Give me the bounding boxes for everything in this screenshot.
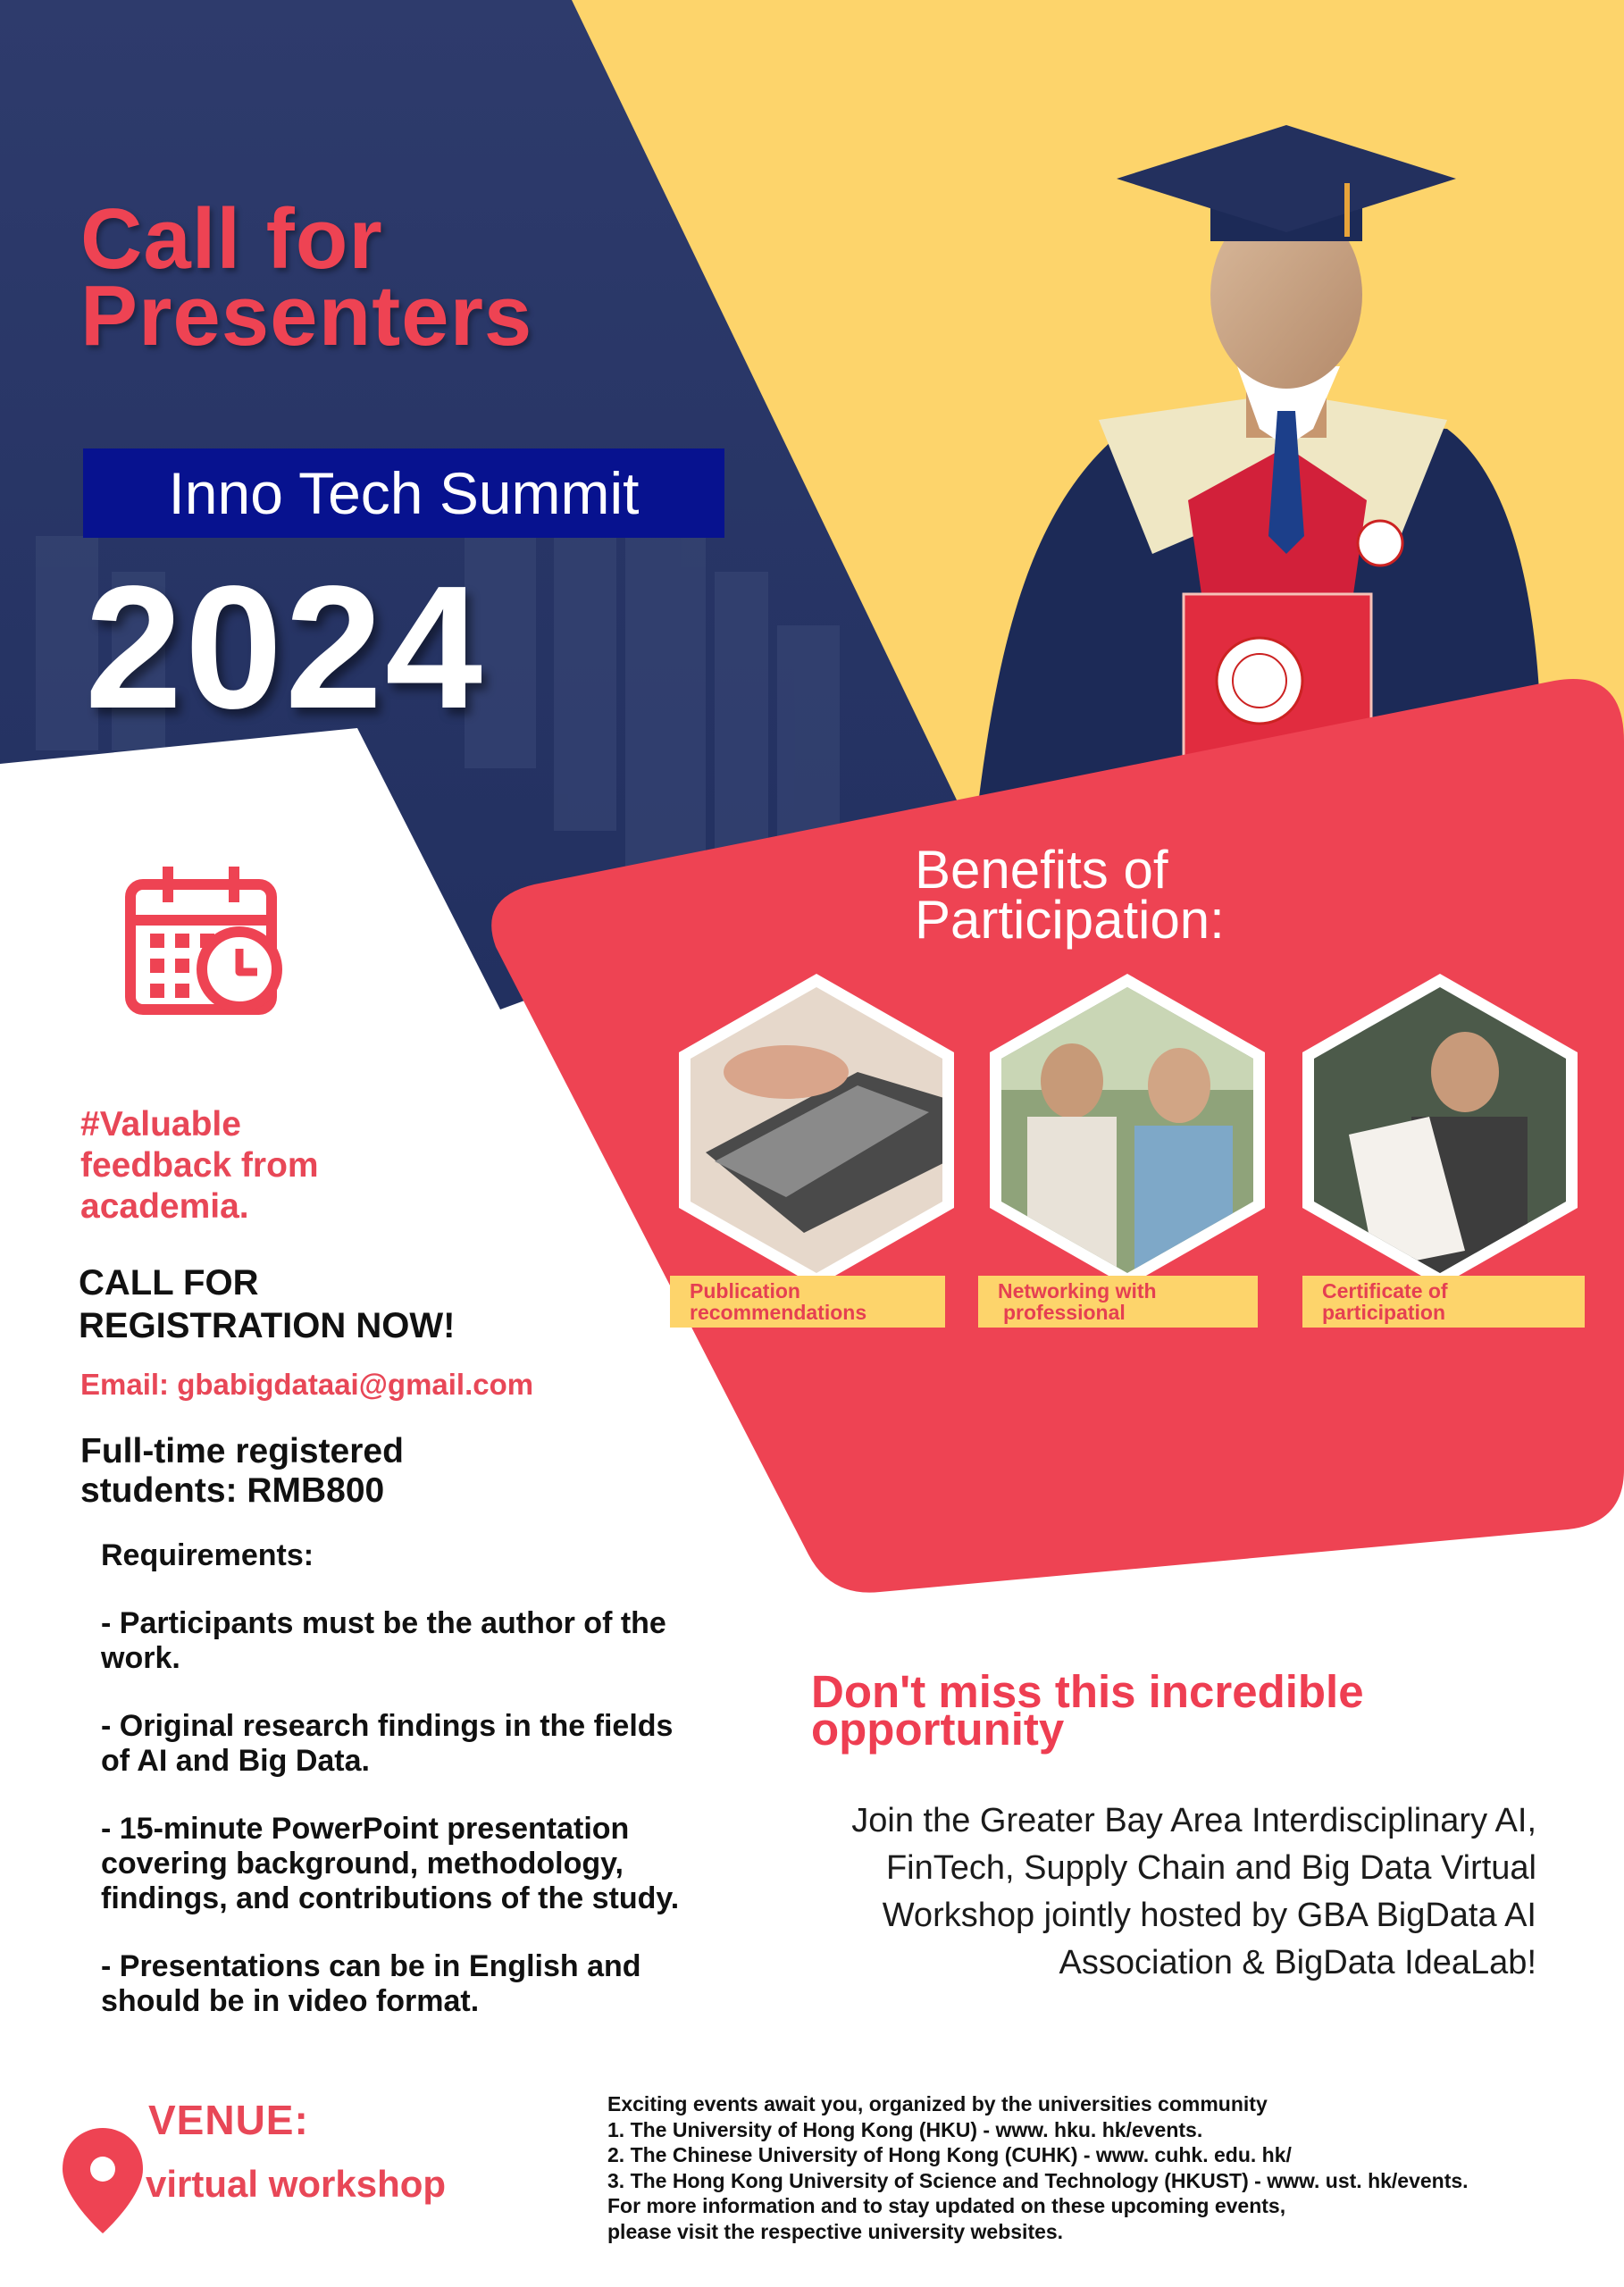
registration-fee [80,1432,616,1511]
call-line-2: REGISTRATION NOW! [79,1306,456,1345]
location-pin-icon [63,2128,143,2233]
benefit-label-line-1: Networking with [998,1279,1157,1303]
hashtag-text [80,1104,456,1227]
dont-miss-line-2: opportunity [811,1704,1065,1755]
footer-intro: Exciting events await you, organized by the universities community [607,2092,1268,2115]
hashtag-line-3: academia. [80,1187,249,1226]
requirement-item: - Presentations can be in English and should be in video format. [101,1949,641,2018]
benefit-label-line-1: Certificate of [1322,1279,1448,1303]
call-line-1: CALL FOR [79,1263,259,1303]
benefit-label-line-2: recommendations [690,1301,867,1324]
venue-label: VENUE: [148,2097,309,2143]
dont-miss-heading [811,1666,1544,1755]
benefit-label-certificate [1302,1276,1585,1328]
join-line-4: Association & BigData IdeaLab! [1059,1944,1536,1981]
contact-email: Email: gbabigdataai@gmail.com [80,1368,534,1401]
fee-line-1: Full-time registered [80,1432,404,1470]
event-year: 2024 [85,549,486,745]
headline-line-2: Presenters [80,268,533,364]
fee-line-2: students: RMB800 [80,1471,385,1510]
benefit-label-line-2: participation [1322,1301,1446,1324]
benefit-label-line-1: Publication [690,1279,800,1303]
hashtag-line-1: #Valuable [80,1105,241,1144]
headline-line-1: Call for [80,191,383,287]
footer-university-2: 2. The Chinese University of Hong Kong (CUHK) - www. cuhk. edu. hk/ [607,2143,1292,2166]
benefit-label-networking [978,1276,1258,1328]
call-for-registration [79,1261,615,1347]
join-line-1: Join the Greater Bay Area Interdisciplinary AI, [851,1802,1536,1839]
benefit-label-line-2: professional [1003,1301,1126,1324]
workshop-description [786,1797,1536,1987]
join-line-3: Workshop jointly hosted by GBA BigData AI [882,1897,1536,1934]
benefit-label-publication [670,1276,945,1328]
requirements [101,1538,691,2052]
benefits-title-line-2: Participation: [915,890,1225,950]
footer-info [607,2091,1608,2244]
headline [80,191,706,364]
footer-more-1: For more information and to stay updated on these upcoming events, [607,2194,1286,2217]
hashtag-line-2: feedback from [80,1146,319,1185]
venue-value: virtual workshop [146,2163,447,2205]
join-line-2: FinTech, Supply Chain and Big Data Virtual [885,1849,1536,1887]
requirement-item: - 15-minute PowerPoint presentation covering background, methodology, findings, and contributions of the study. [101,1812,680,1915]
benefits-title-line-1: Benefits of [915,840,1168,900]
benefits-title [915,840,1361,950]
footer-more-2: please visit the respective university websites. [607,2219,1064,2243]
summit-banner: Inno Tech Summit [83,448,724,538]
footer-university-1: 1. The University of Hong Kong (HKU) - www. hku. hk/events. [607,2117,1203,2141]
calendar-clock-icon [130,867,277,1009]
footer-university-3: 3. The Hong Kong University of Science and Technology (HKUST) - www. ust. hk/events. [607,2168,1469,2192]
dont-miss-line-1: Don't miss this incredible [811,1666,1364,1717]
requirement-item: - Original research findings in the fields of AI and Big Data. [101,1709,674,1778]
requirements-heading: Requirements: [101,1538,314,1572]
requirement-item: - Participants must be the author of the work. [101,1606,666,1675]
